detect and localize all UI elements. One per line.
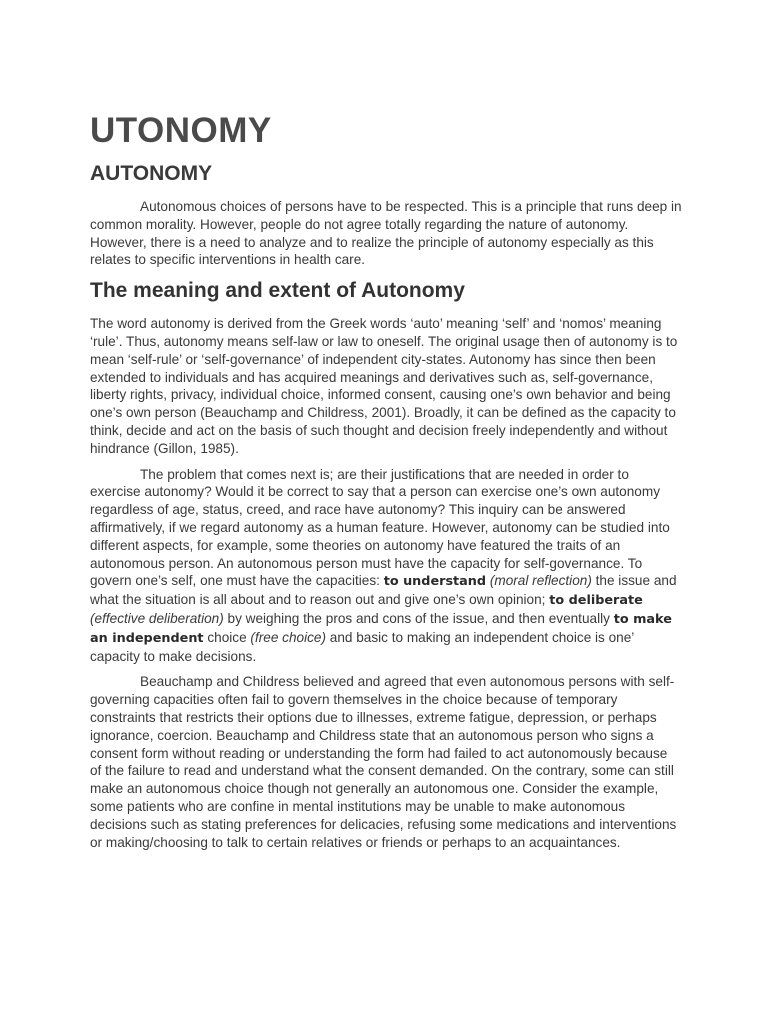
bold-phrase-make-independent: to make an independent [90,611,672,646]
paragraph-intro: Autonomous choices of persons have to be respected. This is a principle that runs deep in common morality. However, people do not agree totally regarding the nature of autonomy. However, there is a need to analyze and to realize the principle of autonomy especially as this relates to specific interventions in health care. [90,199,682,268]
text-run: and basic to making an independent choice is one’ capacity to make decisions. [90,629,634,664]
italic-phrase-effective-deliberation: (effective deliberation) [90,610,224,626]
paragraph-beauchamp: Beauchamp and Childress believed and agreed that even autonomous persons with self-governing capacities often fail to govern themselves in the choice because of temporary constraints that restricts their options due to illnesses, extreme fatigue, depression, or perhaps ignorance, coercion. Beauchamp and Childress state that an autonomous person who signs a consent form without reading or understanding the form had failed to act autonomously because of the failure to read and understand what the consent demanded. On the contrary, some can still make an autonomous choice though not generally an autonomous one. Consider the example, some patients who are confine in mental institutions may be unable to make autonomous decisions such as stating preferences for delicacies, refusing some medications and interventions or making/choosing to talk to certain relatives or friends or perhaps to an acquaintances. [90,674,677,850]
text-run: The problem that comes next is; are their justifications that are needed in order to exercise autonomy? Would it be correct to say that a person can exercise one’s own autonomy regardless of age, status, creed, and race have autonomy? This inquiry can be answered affirmatively, if we regard autonomy as a human feature. However, autonomy can be studied into different aspects, for example, some theories on autonomy have featured the traits of an autonomous person. An autonomous person must have the capacity for self-governance. To govern one’s self, one must have the capacities: [90,466,670,589]
bold-phrase-understand: to understand [383,574,487,590]
document-title: UTONOMY [90,111,272,150]
document-page [90,110,682,859]
text-run: the issue and what the situation is all about and to reason out and give one’s own opinion; [90,573,677,608]
text-run: choice [203,629,251,645]
italic-phrase-moral-reflection: (moral reflection) [486,573,592,589]
text-run: by weighing the pros and cons of the issue, and then eventually [223,610,614,626]
paragraph-problem [90,466,682,666]
document-subtitle: AUTONOMY [90,162,213,185]
section-heading: The meaning and extent of Autonomy [90,279,465,303]
italic-phrase-free-choice: (free choice) [250,629,326,645]
paragraph-meaning: The word autonomy is derived from the Greek words ‘auto’ meaning ‘self’ and ‘nomos’ meaning ‘rule’. Thus, autonomy means self-law or law to oneself. The original usage then of autonomy is to mean ‘self-rule’ or ‘self-governance’ of independent city-states. Autonomy has since then been extended to individuals and has acquired meanings and derivatives such as, self-governance, liberty rights, privacy, individual choice, informed consent, causing one’s own behavior and being one’s own person (Beauchamp and Childress, 2001). Broadly, it can be defined as the capacity to think, decide and act on the basis of such thought and decision freely independently and without hindrance (Gillon, 1985). [90,316,678,456]
bold-phrase-deliberate: to deliberate [549,593,643,609]
